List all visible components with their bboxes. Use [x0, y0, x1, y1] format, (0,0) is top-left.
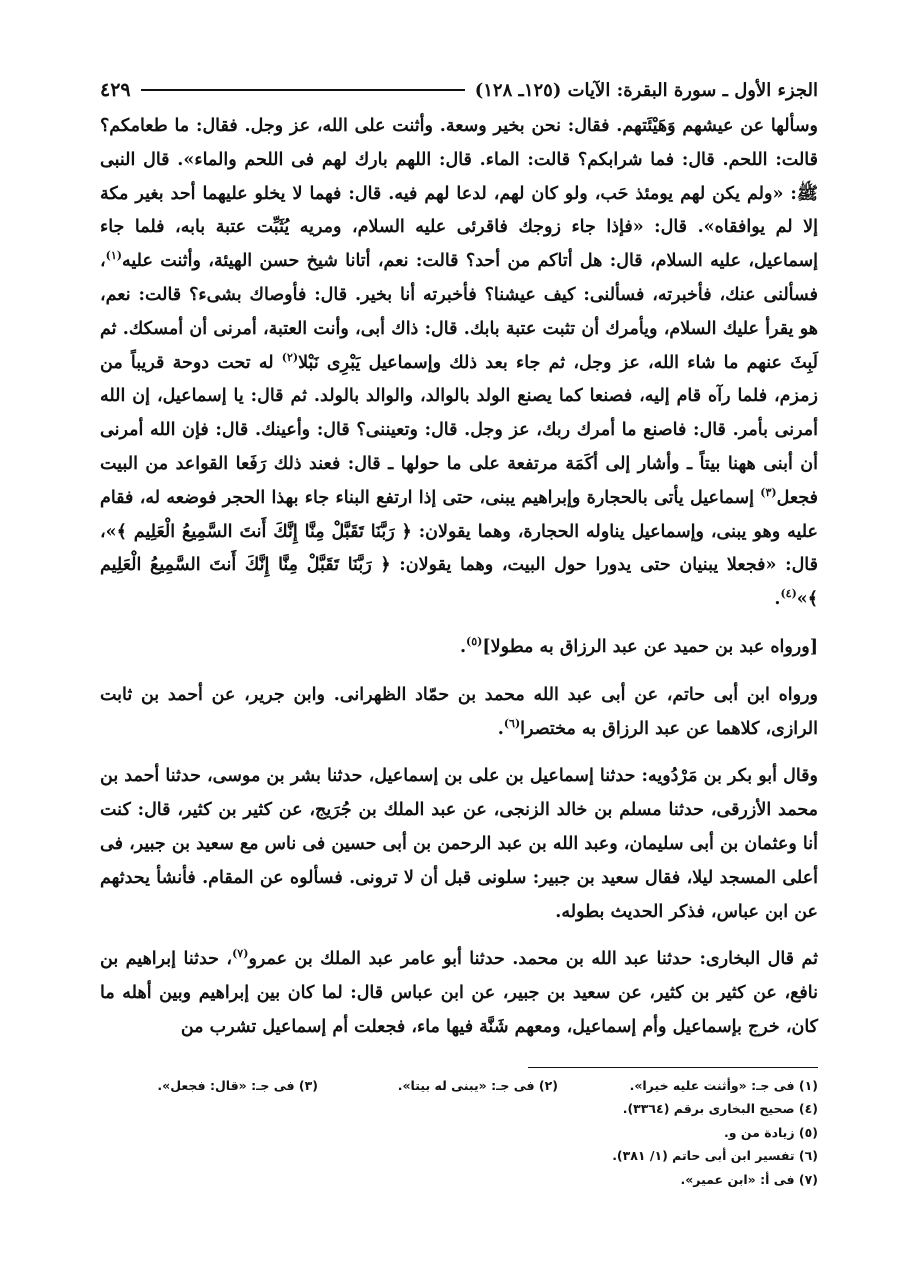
paragraph-4: وقال أبو بكر بن مَرْدُويه: حدثنا إسماعيل بن على بن إسماعيل، حدثنا بشر بن موسى، حدثنا أحمد بن محمد الأزرقى، حدثنا مسلم بن خالد الزنجى، عن عبد الملك بن جُرَيج، عن كثير بن كثير، قال: كنت أنا وعثمان بن أبى سليمان، وعبد الله بن عبد الرحمن بن أبى حسين فى ناس مع سعيد بن جبير، فى أعلى المسجد ليلا، فقال سعيد بن جبير: سلونى قبل أن لا ترونى. فسألوه عن المقام. فأنشأ يحدثهم عن ابن عباس، فذكر الحديث بطوله.	[100, 766, 818, 922]
footnote-ref-6: (٦)	[503, 716, 521, 730]
paragraph-1: وسألها عن عيشهم وَهَيْئَتهم. فقال: نحن بخير وسعة. وأثنت على الله، عز وجل. فقال: ما طعامكم؟ قالت: اللحم. قال: فما شرابكم؟ قالت: الماء. قال: اللهم بارك لهم فى اللحم والماء». قال النبى ﷺ: «ولم يكن لهم يومئذ حَب، ولو كان لهم، لدعا لهم فيه. قال: فهما لا يخلو عليهما أحد بغير مكة إلا لم يوافقاه». قال: «فإذا جاء زوجك فاقرئى عليه السلام، ومريه يُثَبِّت عتبة بابه، فلما جاء إسماعيل، عليه السلام، قال: هل أتاكم من أحد؟ قالت: نعم، أتانا شيخ حسن الهيئة، وأثنت عليه$^{(١)}$، فسألنى عنك، فأخبرته، فسألنى: كيف عيشنا؟ فأخبرته أنا بخير. قال: فأوصاك بشىء؟ قالت: نعم، هو يقرأ عليك السلام، ويأمرك أن تثبت عتبة بابك. قال: ذاك أبى، وأنت العتبة، أمرنى أن أمسكك. ثم لَبِثَ عنهم ما شاء الله، عز وجل، ثم جاء بعد ذلك وإسماعيل يَبْرِى نَبْلا$^{(٢)}$ له تحت دوحة قريباً من زمزم، فلما رآه قام إليه، فصنعا كما يصنع الولد بالوالد، والوالد بالولد. ثم قال: يا إسماعيل، إن الله أمرنى بأمر. قال: فاصنع ما أمرك ربك، عز وجل. قال: وتعيننى؟ قال: وأعينك. قال: فإن الله أمرنى أن أبنى ههنا بيتاً ـ وأشار إلى أكَمَة مرتفعة على ما حولها ـ قال: فعند ذلك رَفَعا القواعد من البيت فجعل$^{(٣)}$ إسماعيل يأتى بالحجارة وإبراهيم يبنى، حتى إذا ارتفع البناء جاء بهذا الحجر فوضعه له، فقام عليه وهو يبنى، وإسماعيل يناوله الحجارة، وهما يقولان: ﴿ رَبَّنَا تَقَبَّلْ مِنَّا إِنَّكَ أَنتَ السَّمِيعُ الْعَلِيم ﴾»، قال: «فجعلا يبنيان حتى يدورا حول البيت، وهما يقولان: ﴿ رَبَّنَا تَقَبَّلْ مِنَّا إِنَّكَ أَنتَ السَّمِيعُ الْعَلِيم ﴾»$^{(٤)}$.	[100, 116, 819, 610]
running-header	[100, 70, 818, 110]
footnote-ref-1: (١)	[105, 249, 123, 263]
footnote-4: (٤) صحيح البخارى برقم (٣٣٦٤).	[622, 1101, 818, 1117]
footnote-ref-2: (٢)	[281, 350, 299, 364]
footnote-5: (٥) زيادة من و.	[723, 1124, 818, 1140]
footnote-3: (٣) فى جـ: «قال: فجعل».	[157, 1077, 318, 1093]
paragraph-5: ثم قال البخارى: حدثنا عبد الله بن محمد. حدثنا أبو عامر عبد الملك بن عمرو$^{(٧)}$، حدثنا إبراهيم بن نافع، عن كثير بن كثير، عن سعيد بن جبير، عن ابن عباس قال: لما كان بين إبراهيم وبين أهله ما كان، خرج بإسماعيل وأم إسماعيل، ومعهم شَنَّة فيها ماء، فجعلت أم إسماعيل تشرب من	[100, 947, 818, 1037]
footnote-ref-5: (٥)	[466, 635, 483, 649]
main-text	[100, 110, 818, 1045]
footnote-7: (٧) فى أ: «ابن عمير».	[680, 1171, 818, 1187]
footnote-divider	[528, 1067, 818, 1068]
footnotes	[100, 1074, 818, 1192]
footnote-1: (١) فى جـ: «وأثنت عليه خيرا».	[629, 1077, 818, 1093]
page-number: ٤٢٩	[100, 79, 131, 101]
paragraph-3: ورواه ابن أبى حاتم، عن أبى عبد الله محمد بن حمّاد الظهرانى. وابن جرير، عن أحمد بن ثابت الرازى، كلاهما عن عبد الرزاق به مختصرا$^{(٦)}$.	[100, 684, 818, 739]
paragraph-2: [ورواه عبد بن حميد عن عبد الرزاق به مطولا]$^{(٥)}$.	[459, 635, 818, 657]
footnote-row	[100, 1074, 818, 1098]
footnote-ref-7: (٧)	[232, 947, 249, 961]
book-page	[100, 70, 818, 1191]
footnote-ref-3: (٣)	[760, 485, 777, 499]
header-title: الجزء الأول ـ سورة البقرة: الآيات (١٢٥ـ ١٢٨)	[474, 79, 818, 101]
header-rule	[141, 89, 465, 91]
footnote-2: (٢) فى جـ: «يبنى له بيتا».	[397, 1077, 558, 1093]
footnote-ref-4: (٤)	[780, 587, 797, 601]
footnote-6: (٦) تفسير ابن أبى حاتم (١/ ٣٨١).	[612, 1148, 818, 1164]
